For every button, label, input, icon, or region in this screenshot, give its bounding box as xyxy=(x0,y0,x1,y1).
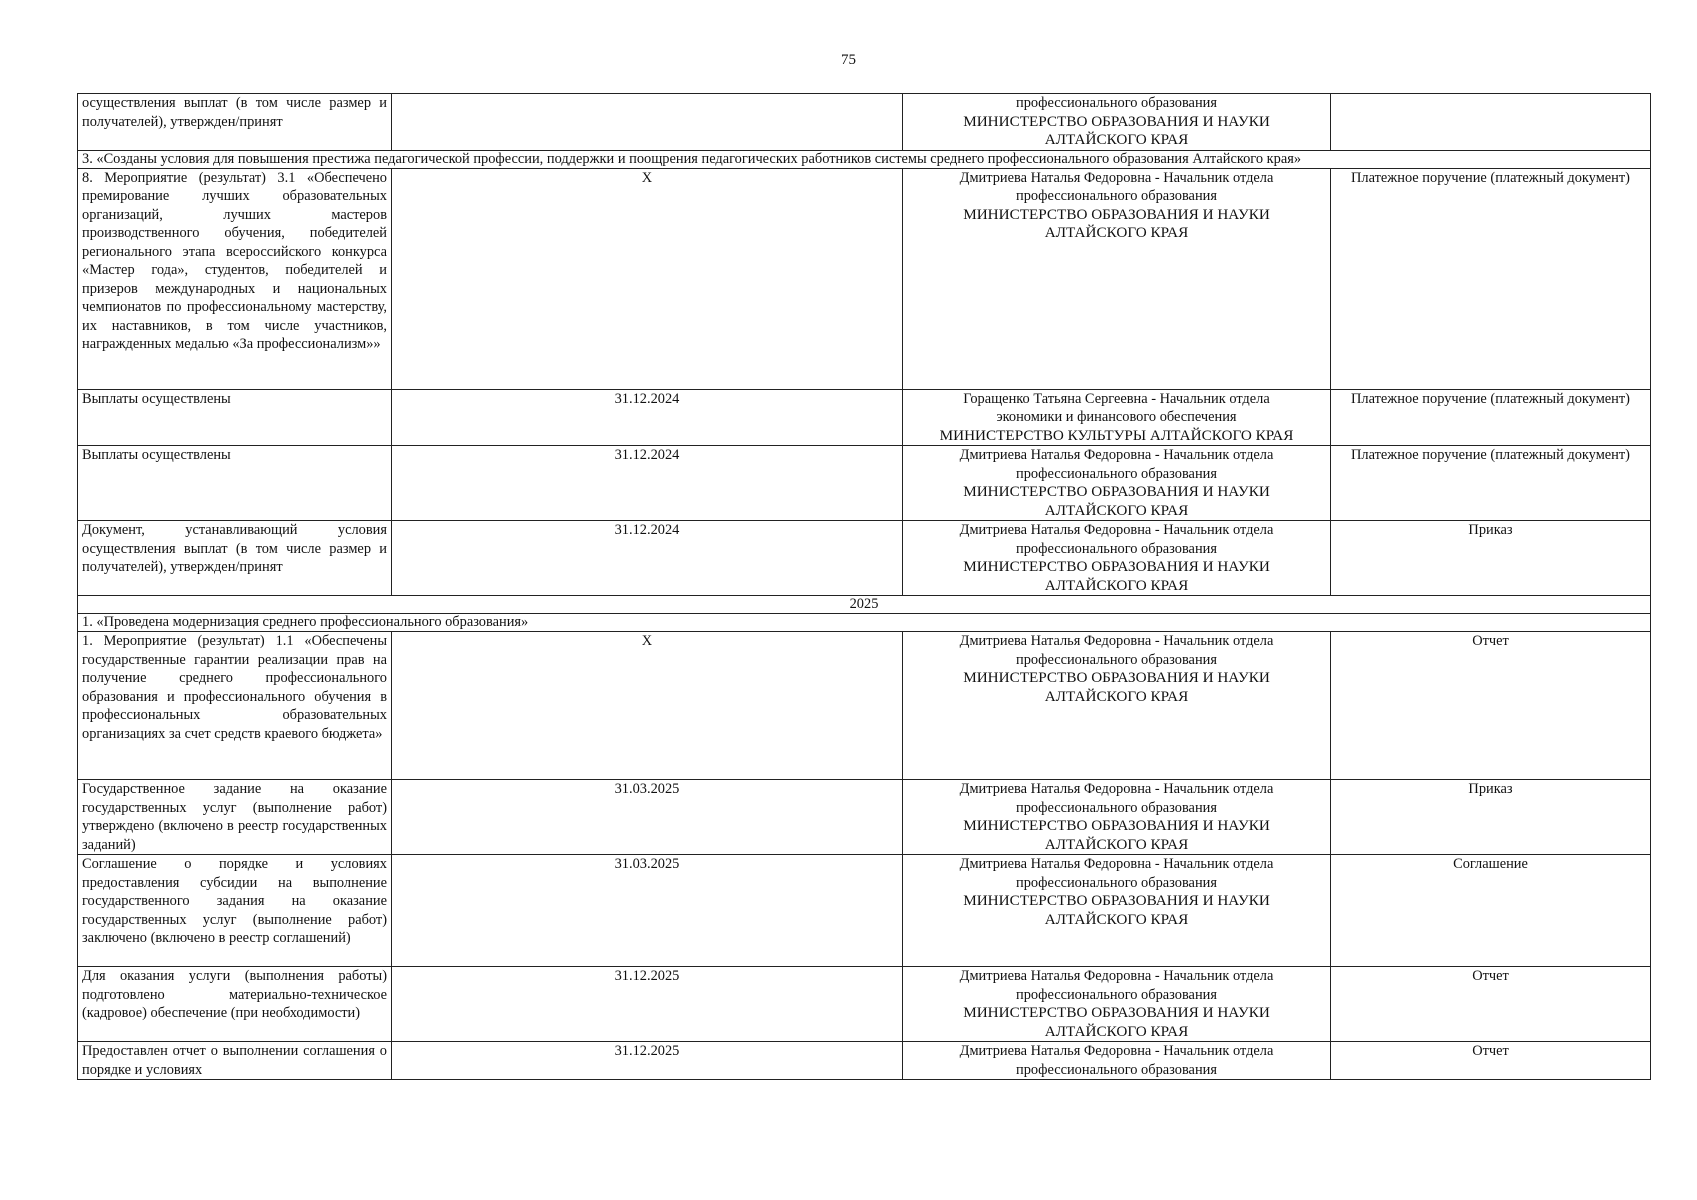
table-row xyxy=(78,168,1651,389)
responsible-cell xyxy=(903,446,1331,521)
section-title: 3. «Созданы условия для повышения престижа педагогической профессии, поддержки и поощрения педагогических работников системы среднего профессионального образования Алтайского края» xyxy=(78,150,1651,168)
page-number: 75 xyxy=(841,52,856,68)
document-cell: Соглашение xyxy=(1331,855,1651,967)
responsible-line: МИНИСТЕРСТВО ОБРАЗОВАНИЯ И НАУКИ xyxy=(963,669,1270,686)
section-row xyxy=(78,614,1651,632)
responsible-line: профессионального образования xyxy=(1016,1061,1217,1078)
responsible-line: МИНИСТЕРСТВО ОБРАЗОВАНИЯ И НАУКИ xyxy=(963,817,1270,834)
responsible-line: профессионального образования xyxy=(1016,986,1217,1003)
result-cell: 1. Мероприятие (результат) 1.1 «Обеспечены государственные гарантии реализации прав на получение среднего профессионального образования и профессионального обучения в профессиональных образовательных организациях за счет средств краевого бюджета» xyxy=(78,632,392,780)
plan-table-body xyxy=(78,94,1651,1080)
result-cell: Государственное задание на оказание государственных услуг (выполнение работ) утверждено (включено в реестр государственных заданий) xyxy=(78,780,392,855)
responsible-line: АЛТАЙСКОГО КРАЯ xyxy=(1044,224,1189,241)
deadline-cell: X xyxy=(392,168,903,389)
responsible-cell xyxy=(903,94,1331,151)
responsible-line: экономики и финансового обеспечения xyxy=(996,409,1237,425)
responsible-cell xyxy=(903,1042,1331,1080)
responsible-cell xyxy=(903,389,1331,446)
deadline-cell: X xyxy=(392,632,903,780)
deadline-cell: 31.12.2025 xyxy=(392,967,903,1042)
responsible-line: АЛТАЙСКОГО КРАЯ xyxy=(1044,835,1189,853)
result-cell: Документ, устанавливающий условия осуществления выплат (в том числе размер и получателей), утвержден/принят xyxy=(78,521,392,596)
document-cell: Приказ xyxy=(1331,780,1651,855)
document-cell: Платежное поручение (платежный документ) xyxy=(1331,168,1651,389)
responsible-line: АЛТАЙСКОГО КРАЯ xyxy=(1044,910,1189,928)
document-cell: Отчет xyxy=(1331,1042,1651,1080)
responsible-line: МИНИСТЕРСТВО ОБРАЗОВАНИЯ И НАУКИ xyxy=(963,558,1270,575)
responsible-line: Дмитриева Наталья Федоровна - Начальник отдела xyxy=(959,522,1274,538)
responsible-line: профессионального образования xyxy=(1016,651,1217,668)
responsible-line: Дмитриева Наталья Федоровна - Начальник отдела xyxy=(959,633,1274,649)
responsible-line: МИНИСТЕРСТВО ОБРАЗОВАНИЯ И НАУКИ xyxy=(963,892,1270,909)
responsible-line: Дмитриева Наталья Федоровна - Начальник отдела xyxy=(959,169,1274,186)
result-cell: Для оказания услуги (выполнения работы) подготовлено материально-техническое (кадровое) обеспечение (при необходимости) xyxy=(78,967,392,1042)
table-row xyxy=(78,967,1651,1042)
deadline-cell xyxy=(392,94,903,151)
table-row xyxy=(78,94,1651,151)
responsible-line: АЛТАЙСКОГО КРАЯ xyxy=(1044,687,1189,705)
responsible-line: МИНИСТЕРСТВО КУЛЬТУРЫ АЛТАЙСКОГО КРАЯ xyxy=(939,426,1294,444)
responsible-line: МИНИСТЕРСТВО ОБРАЗОВАНИЯ И НАУКИ xyxy=(963,112,1270,130)
responsible-line: профессионального образования xyxy=(1016,465,1217,482)
table-row xyxy=(78,855,1651,967)
responsible-line: АЛТАЙСКОГО КРАЯ xyxy=(1044,501,1189,519)
table-row xyxy=(78,389,1651,446)
responsible-cell xyxy=(903,521,1331,596)
deadline-cell: 31.03.2025 xyxy=(392,780,903,855)
responsible-line: АЛТАЙСКОГО КРАЯ xyxy=(1044,576,1189,594)
deadline-cell: 31.12.2024 xyxy=(392,521,903,596)
responsible-cell xyxy=(903,855,1331,967)
responsible-line: Горащенко Татьяна Сергеевна - Начальник отдела xyxy=(963,390,1270,407)
deadline-cell: 31.12.2024 xyxy=(392,446,903,521)
responsible-cell xyxy=(903,168,1331,389)
responsible-cell xyxy=(903,967,1331,1042)
document-cell: Платежное поручение (платежный документ) xyxy=(1331,389,1651,446)
document-cell xyxy=(1331,94,1651,151)
plan-table xyxy=(77,93,1651,1080)
responsible-line: Дмитриева Наталья Федоровна - Начальник отдела xyxy=(959,1043,1274,1059)
responsible-line: профессионального образования xyxy=(1016,95,1217,111)
year-label: 2025 xyxy=(78,596,1651,614)
table-row xyxy=(78,446,1651,521)
table-row xyxy=(78,632,1651,780)
section-title: 1. «Проведена модернизация среднего профессионального образования» xyxy=(78,614,1651,632)
deadline-cell: 31.12.2024 xyxy=(392,389,903,446)
table-row xyxy=(78,1042,1651,1080)
document-cell: Отчет xyxy=(1331,967,1651,1042)
document-cell: Платежное поручение (платежный документ) xyxy=(1331,446,1651,521)
result-cell: Выплаты осуществлены xyxy=(78,446,392,521)
responsible-line: Дмитриева Наталья Федоровна - Начальник отдела xyxy=(959,781,1274,797)
deadline-cell: 31.03.2025 xyxy=(392,855,903,967)
responsible-line: МИНИСТЕРСТВО ОБРАЗОВАНИЯ И НАУКИ xyxy=(963,483,1270,500)
result-cell: 8. Мероприятие (результат) 3.1 «Обеспечено премирование лучших образовательных организаций, лучших мастеров производственного обучения, победителей регионального этапа всероссийского конкурса «Мастер года», студентов, победителей и призеров международных и национальных чемпионатов по профессиональному мастерству, их наставников, в том числе участников, награжденных медалью «За профессионализм»» xyxy=(78,168,392,389)
responsible-line: МИНИСТЕРСТВО ОБРАЗОВАНИЯ И НАУКИ xyxy=(963,205,1270,223)
responsible-line: профессионального образования xyxy=(1016,540,1217,557)
result-cell: Выплаты осуществлены xyxy=(78,389,392,446)
result-cell: Предоставлен отчет о выполнении соглашения о порядке и условиях xyxy=(78,1042,392,1080)
responsible-line: МИНИСТЕРСТВО ОБРАЗОВАНИЯ И НАУКИ xyxy=(963,1004,1270,1021)
responsible-line: Дмитриева Наталья Федоровна - Начальник отдела xyxy=(959,968,1274,984)
responsible-line: Дмитриева Наталья Федоровна - Начальник отдела xyxy=(959,856,1274,872)
responsible-line: АЛТАЙСКОГО КРАЯ xyxy=(1044,1022,1189,1040)
result-cell: осуществления выплат (в том числе размер и получателей), утвержден/принят xyxy=(78,94,392,151)
result-cell: Соглашение о порядке и условиях предоставления субсидии на выполнение государственного задания на оказание государственных услуг (выполнение работ) заключено (включено в реестр соглашений) xyxy=(78,855,392,967)
document-cell: Отчет xyxy=(1331,632,1651,780)
responsible-line: профессионального образования xyxy=(1016,188,1217,204)
document-cell: Приказ xyxy=(1331,521,1651,596)
responsible-cell xyxy=(903,632,1331,780)
table-row xyxy=(78,780,1651,855)
responsible-line: профессионального образования xyxy=(1016,799,1217,816)
responsible-line: АЛТАЙСКОГО КРАЯ xyxy=(1044,131,1189,148)
responsible-cell xyxy=(903,780,1331,855)
responsible-line: Дмитриева Наталья Федоровна - Начальник отдела xyxy=(959,447,1274,463)
year-row xyxy=(78,596,1651,614)
section-row xyxy=(78,150,1651,168)
table-row xyxy=(78,521,1651,596)
responsible-line: профессионального образования xyxy=(1016,874,1217,891)
deadline-cell: 31.12.2025 xyxy=(392,1042,903,1080)
